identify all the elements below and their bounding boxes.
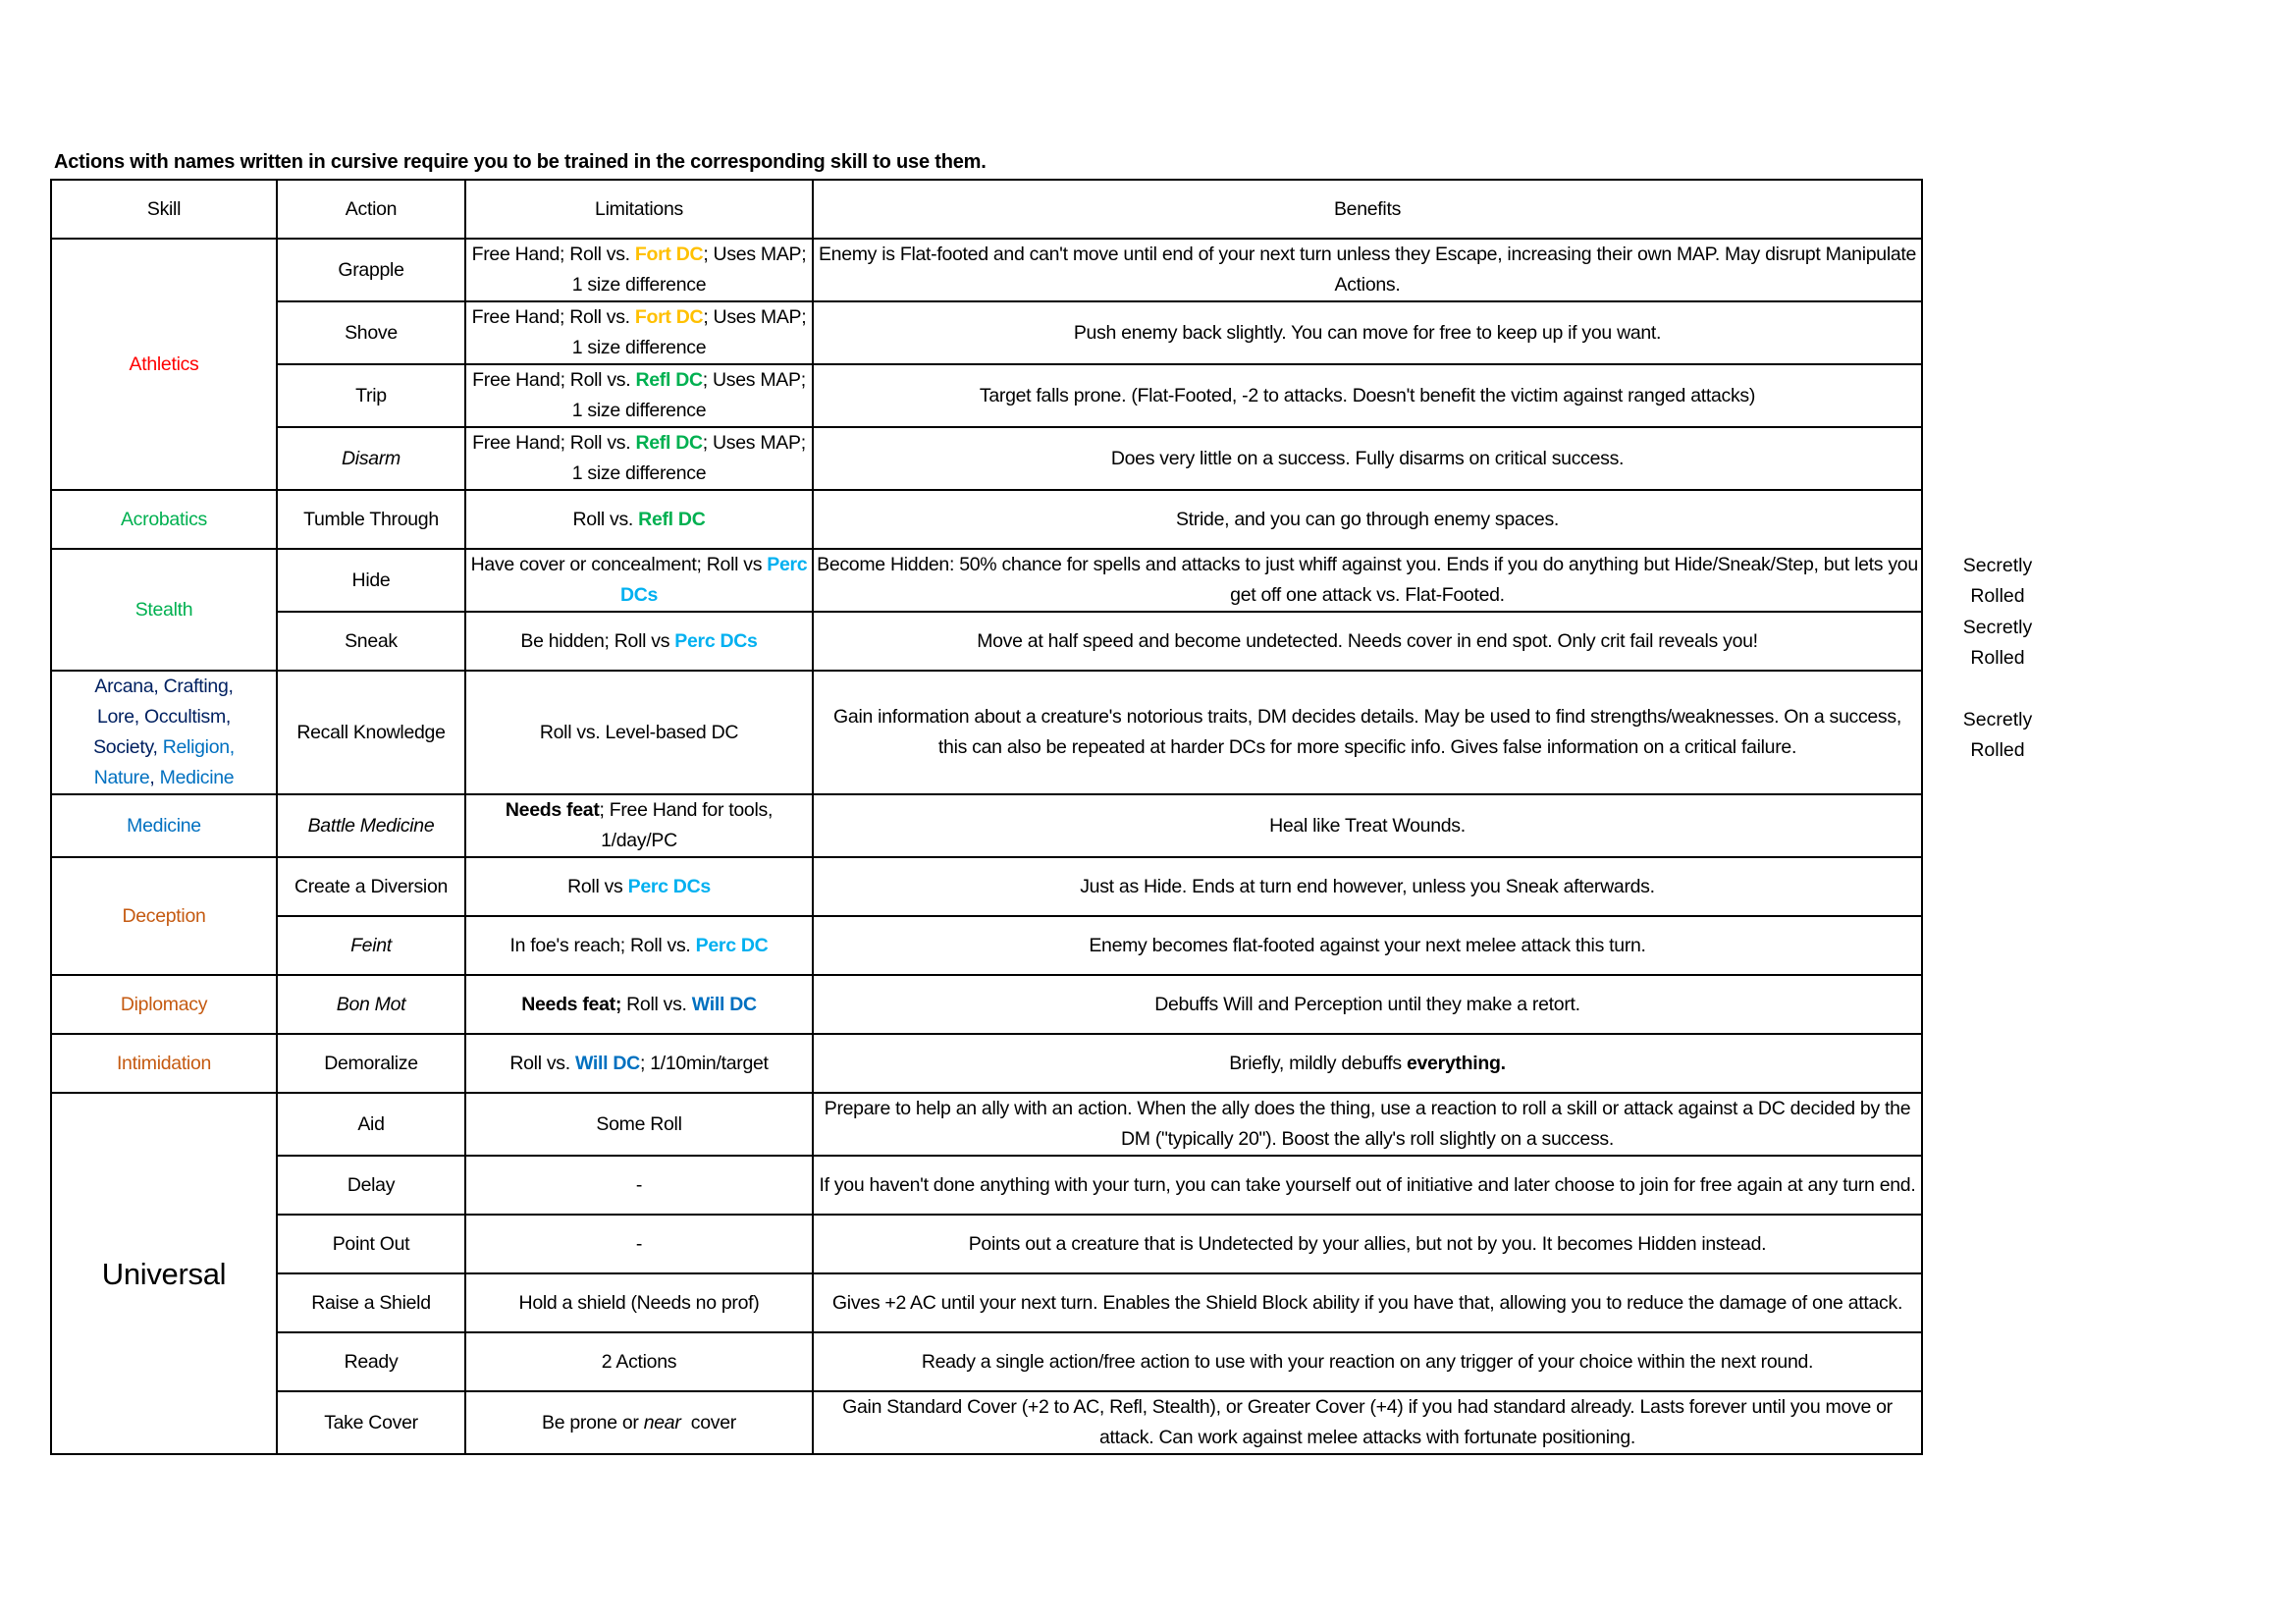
table-row: [51, 549, 1922, 612]
table-row: [51, 364, 1922, 427]
limitations-cell: [465, 239, 813, 301]
table-row: [51, 1332, 1922, 1391]
table-row: [51, 490, 1922, 549]
skill-intimidation: Intimidation: [51, 1034, 277, 1093]
benefit-cell: Target falls prone. (Flat-Footed, -2 to attacks. Doesn't benefit the victim against ranged attacks): [813, 364, 1922, 427]
skill-society: Society,: [93, 736, 158, 758]
limitations-cell: [465, 1034, 813, 1093]
header-benefits: Benefits: [813, 180, 1922, 239]
benefit-cell: Does very little on a success. Fully disarms on critical success.: [813, 427, 1922, 490]
refl-dc: Refl DC: [638, 508, 706, 530]
benefit-cell: Ready a single action/free action to use with your reaction on any trigger of your choice within the next round.: [813, 1332, 1922, 1391]
skill-arcana-crafting: Arcana, Crafting,: [94, 676, 234, 697]
limitation-emphasis: near: [643, 1411, 681, 1434]
header-skill: Skill: [51, 180, 277, 239]
benefit-cell: Gain information about a creature's notorious traits, DM decides details. May be used to find strengths/weaknesses. On a success, this can also be repeated at harder DCs for more specific info. Gives false information on a critical failure.: [813, 671, 1922, 794]
table-row: [51, 916, 1922, 975]
action-demoralize: Demoralize: [277, 1034, 465, 1093]
limitations-cell: Some Roll: [465, 1093, 813, 1156]
benefit-cell: Prepare to help an ally with an action. When the ally does the thing, use a reaction to roll a skill or attack against a DC decided by the DM ("typically 20"). Boost the ally's roll slightly on a success.: [813, 1093, 1922, 1156]
skill-medicine: Medicine: [51, 794, 277, 857]
fort-dc: Fort DC: [634, 306, 704, 328]
table-row: [51, 427, 1922, 490]
action-raise-shield: Raise a Shield: [277, 1273, 465, 1332]
action-aid: Aid: [277, 1093, 465, 1156]
limitation-text: ; Uses MAP; 1 size difference: [571, 306, 807, 358]
benefit-cell: Become Hidden: 50% chance for spells and attacks to just whiff against you. Ends if you do anything but Hide/Sneak/Step, but lets you get off one attack vs. Flat-Footed.: [813, 549, 1922, 612]
fort-dc: Fort DC: [634, 243, 704, 265]
table-row: [51, 794, 1922, 857]
will-dc: Will DC: [574, 1052, 640, 1074]
benefit-cell: Points out a creature that is Undetected by your allies, but not by you. It becomes Hidden instead.: [813, 1215, 1922, 1273]
skill-religion: Religion,: [162, 736, 235, 758]
skill-lore-occultism: Lore, Occultism,: [96, 706, 232, 728]
benefit-text: Briefly, mildly debuffs: [1229, 1052, 1407, 1074]
skill-stealth: Stealth: [51, 549, 277, 671]
will-dc: Will DC: [691, 993, 757, 1015]
skill-deception: Deception: [51, 857, 277, 975]
action-battle-medicine: Battle Medicine: [277, 794, 465, 857]
benefit-cell: [813, 1034, 1922, 1093]
limitations-cell: -: [465, 1156, 813, 1215]
secretly-rolled-hide: Secretly Rolled: [1962, 555, 2033, 607]
limitations-cell: [465, 364, 813, 427]
limitations-cell: -: [465, 1215, 813, 1273]
table-row: [51, 1391, 1922, 1454]
action-delay: Delay: [277, 1156, 465, 1215]
limitations-cell: [465, 1391, 813, 1454]
table-row: [51, 1273, 1922, 1332]
limitation-text: Be hidden; Roll vs: [520, 629, 675, 652]
table-row: [51, 1093, 1922, 1156]
limitation-text: ; Free Hand for tools, 1/day/PC: [599, 799, 774, 851]
benefit-cell: Just as Hide. Ends at turn end however, unless you Sneak afterwards.: [813, 857, 1922, 916]
action-grapple: Grapple: [277, 239, 465, 301]
header-action: Action: [277, 180, 465, 239]
action-create-diversion: Create a Diversion: [277, 857, 465, 916]
limitation-text: Free Hand; Roll vs.: [472, 432, 636, 454]
limitation-text: Roll vs.: [572, 508, 639, 530]
limitations-cell: [465, 975, 813, 1034]
separator-comma: ,: [149, 767, 155, 788]
header-row: [51, 180, 1922, 239]
benefit-cell: If you haven't done anything with your turn, you can take yourself out of initiative and later choose to join for free again at any turn end.: [813, 1156, 1922, 1215]
skill-acrobatics: Acrobatics: [51, 490, 277, 549]
benefit-cell: Gives +2 AC until your next turn. Enables the Shield Block ability if you have that, allowing you to reduce the damage of one attack.: [813, 1273, 1922, 1332]
action-tumble-through: Tumble Through: [277, 490, 465, 549]
action-shove: Shove: [277, 301, 465, 364]
limitation-text: Free Hand; Roll vs.: [471, 243, 635, 265]
limitations-cell: [465, 612, 813, 671]
action-trip: Trip: [277, 364, 465, 427]
limitations-cell: [465, 427, 813, 490]
table-row: [51, 975, 1922, 1034]
limitation-text: Roll vs.: [621, 993, 692, 1015]
limitations-cell: 2 Actions: [465, 1332, 813, 1391]
table-row: [51, 1034, 1922, 1093]
benefit-cell: Debuffs Will and Perception until they make a retort.: [813, 975, 1922, 1034]
limitations-cell: Hold a shield (Needs no prof): [465, 1273, 813, 1332]
benefit-cell: Heal like Treat Wounds.: [813, 794, 1922, 857]
limitation-text: ; Uses MAP; 1 size difference: [571, 432, 806, 484]
limitation-text: Free Hand; Roll vs.: [472, 369, 636, 391]
limitations-cell: [465, 549, 813, 612]
skill-actions-table: [50, 179, 1923, 1455]
needs-feat: Needs feat: [505, 799, 600, 821]
action-disarm: Disarm: [277, 427, 465, 490]
action-point-out: Point Out: [277, 1215, 465, 1273]
limitation-text: cover: [680, 1411, 736, 1434]
skill-nature: Nature: [93, 767, 150, 788]
benefit-cell: Enemy is Flat-footed and can't move until end of your next turn unless they Escape, increasing their own MAP. May disrupt Manipulate Actions.: [813, 239, 1922, 301]
limitation-text: Free Hand; Roll vs.: [471, 306, 635, 328]
skill-diplomacy: Diplomacy: [51, 975, 277, 1034]
limitation-text: ; Uses MAP; 1 size difference: [571, 369, 806, 421]
limitations-cell: [465, 857, 813, 916]
benefit-cell: Gain Standard Cover (+2 to AC, Refl, Stealth), or Greater Cover (+4) if you had standard already. Lasts forever until you move or attack. Can work against melee attacks with fortunate positioning.: [813, 1391, 1922, 1454]
limitation-text: Be prone or: [542, 1411, 644, 1434]
benefit-cell: Stride, and you can go through enemy spaces.: [813, 490, 1922, 549]
needs-feat: Needs feat;: [521, 993, 622, 1015]
skill-athletics: Athletics: [51, 239, 277, 490]
action-ready: Ready: [277, 1332, 465, 1391]
action-feint: Feint: [277, 916, 465, 975]
limitation-text: Roll vs.: [509, 1052, 575, 1074]
header-limitations: Limitations: [465, 180, 813, 239]
limitation-text: ; 1/10min/target: [639, 1052, 769, 1074]
limitation-text: In foe's reach; Roll vs.: [509, 934, 696, 956]
table-row: [51, 857, 1922, 916]
table-row: [51, 239, 1922, 301]
refl-dc: Refl DC: [635, 432, 703, 454]
limitation-text: ; Uses MAP; 1 size difference: [571, 243, 807, 296]
limitations-cell: [465, 794, 813, 857]
table-row: [51, 1215, 1922, 1273]
action-sneak: Sneak: [277, 612, 465, 671]
skill-universal: Universal: [51, 1093, 277, 1454]
benefit-cell: Push enemy back slightly. You can move for free to keep up if you want.: [813, 301, 1922, 364]
secretly-rolled-recall: Secretly Rolled: [1962, 709, 2033, 761]
refl-dc: Refl DC: [635, 369, 703, 391]
benefit-cell: Enemy becomes flat-footed against your next melee attack this turn.: [813, 916, 1922, 975]
secretly-rolled-sneak: Secretly Rolled: [1962, 617, 2033, 669]
skill-medicine-knowledge: Medicine: [159, 767, 235, 788]
limitations-cell: [465, 301, 813, 364]
table-row: [51, 1156, 1922, 1215]
limitations-cell: [465, 916, 813, 975]
table-row: [51, 612, 1922, 671]
skill-knowledge-group: [51, 671, 277, 794]
action-hide: Hide: [277, 549, 465, 612]
limitation-text: Roll vs: [567, 875, 628, 897]
limitation-text: Have cover or concealment; Roll vs: [470, 554, 768, 575]
action-bon-mot: Bon Mot: [277, 975, 465, 1034]
action-recall-knowledge: Recall Knowledge: [277, 671, 465, 794]
table-row: [51, 671, 1922, 794]
benefit-cell: Move at half speed and become undetected. Needs cover in end spot. Only crit fail reveals you!: [813, 612, 1922, 671]
perc-dc: Perc DC: [695, 934, 769, 956]
perc-dc: Perc DCs: [619, 554, 808, 606]
perc-dc: Perc DCs: [627, 875, 711, 897]
limitations-cell: Roll vs. Level-based DC: [465, 671, 813, 794]
action-take-cover: Take Cover: [277, 1391, 465, 1454]
table-row: [51, 301, 1922, 364]
limitations-cell: [465, 490, 813, 549]
training-note: Actions with names written in cursive require you to be trained in the corresponding skill to use them.: [54, 151, 987, 173]
benefit-emphasis: everything.: [1406, 1052, 1506, 1074]
perc-dc: Perc DCs: [674, 629, 758, 652]
